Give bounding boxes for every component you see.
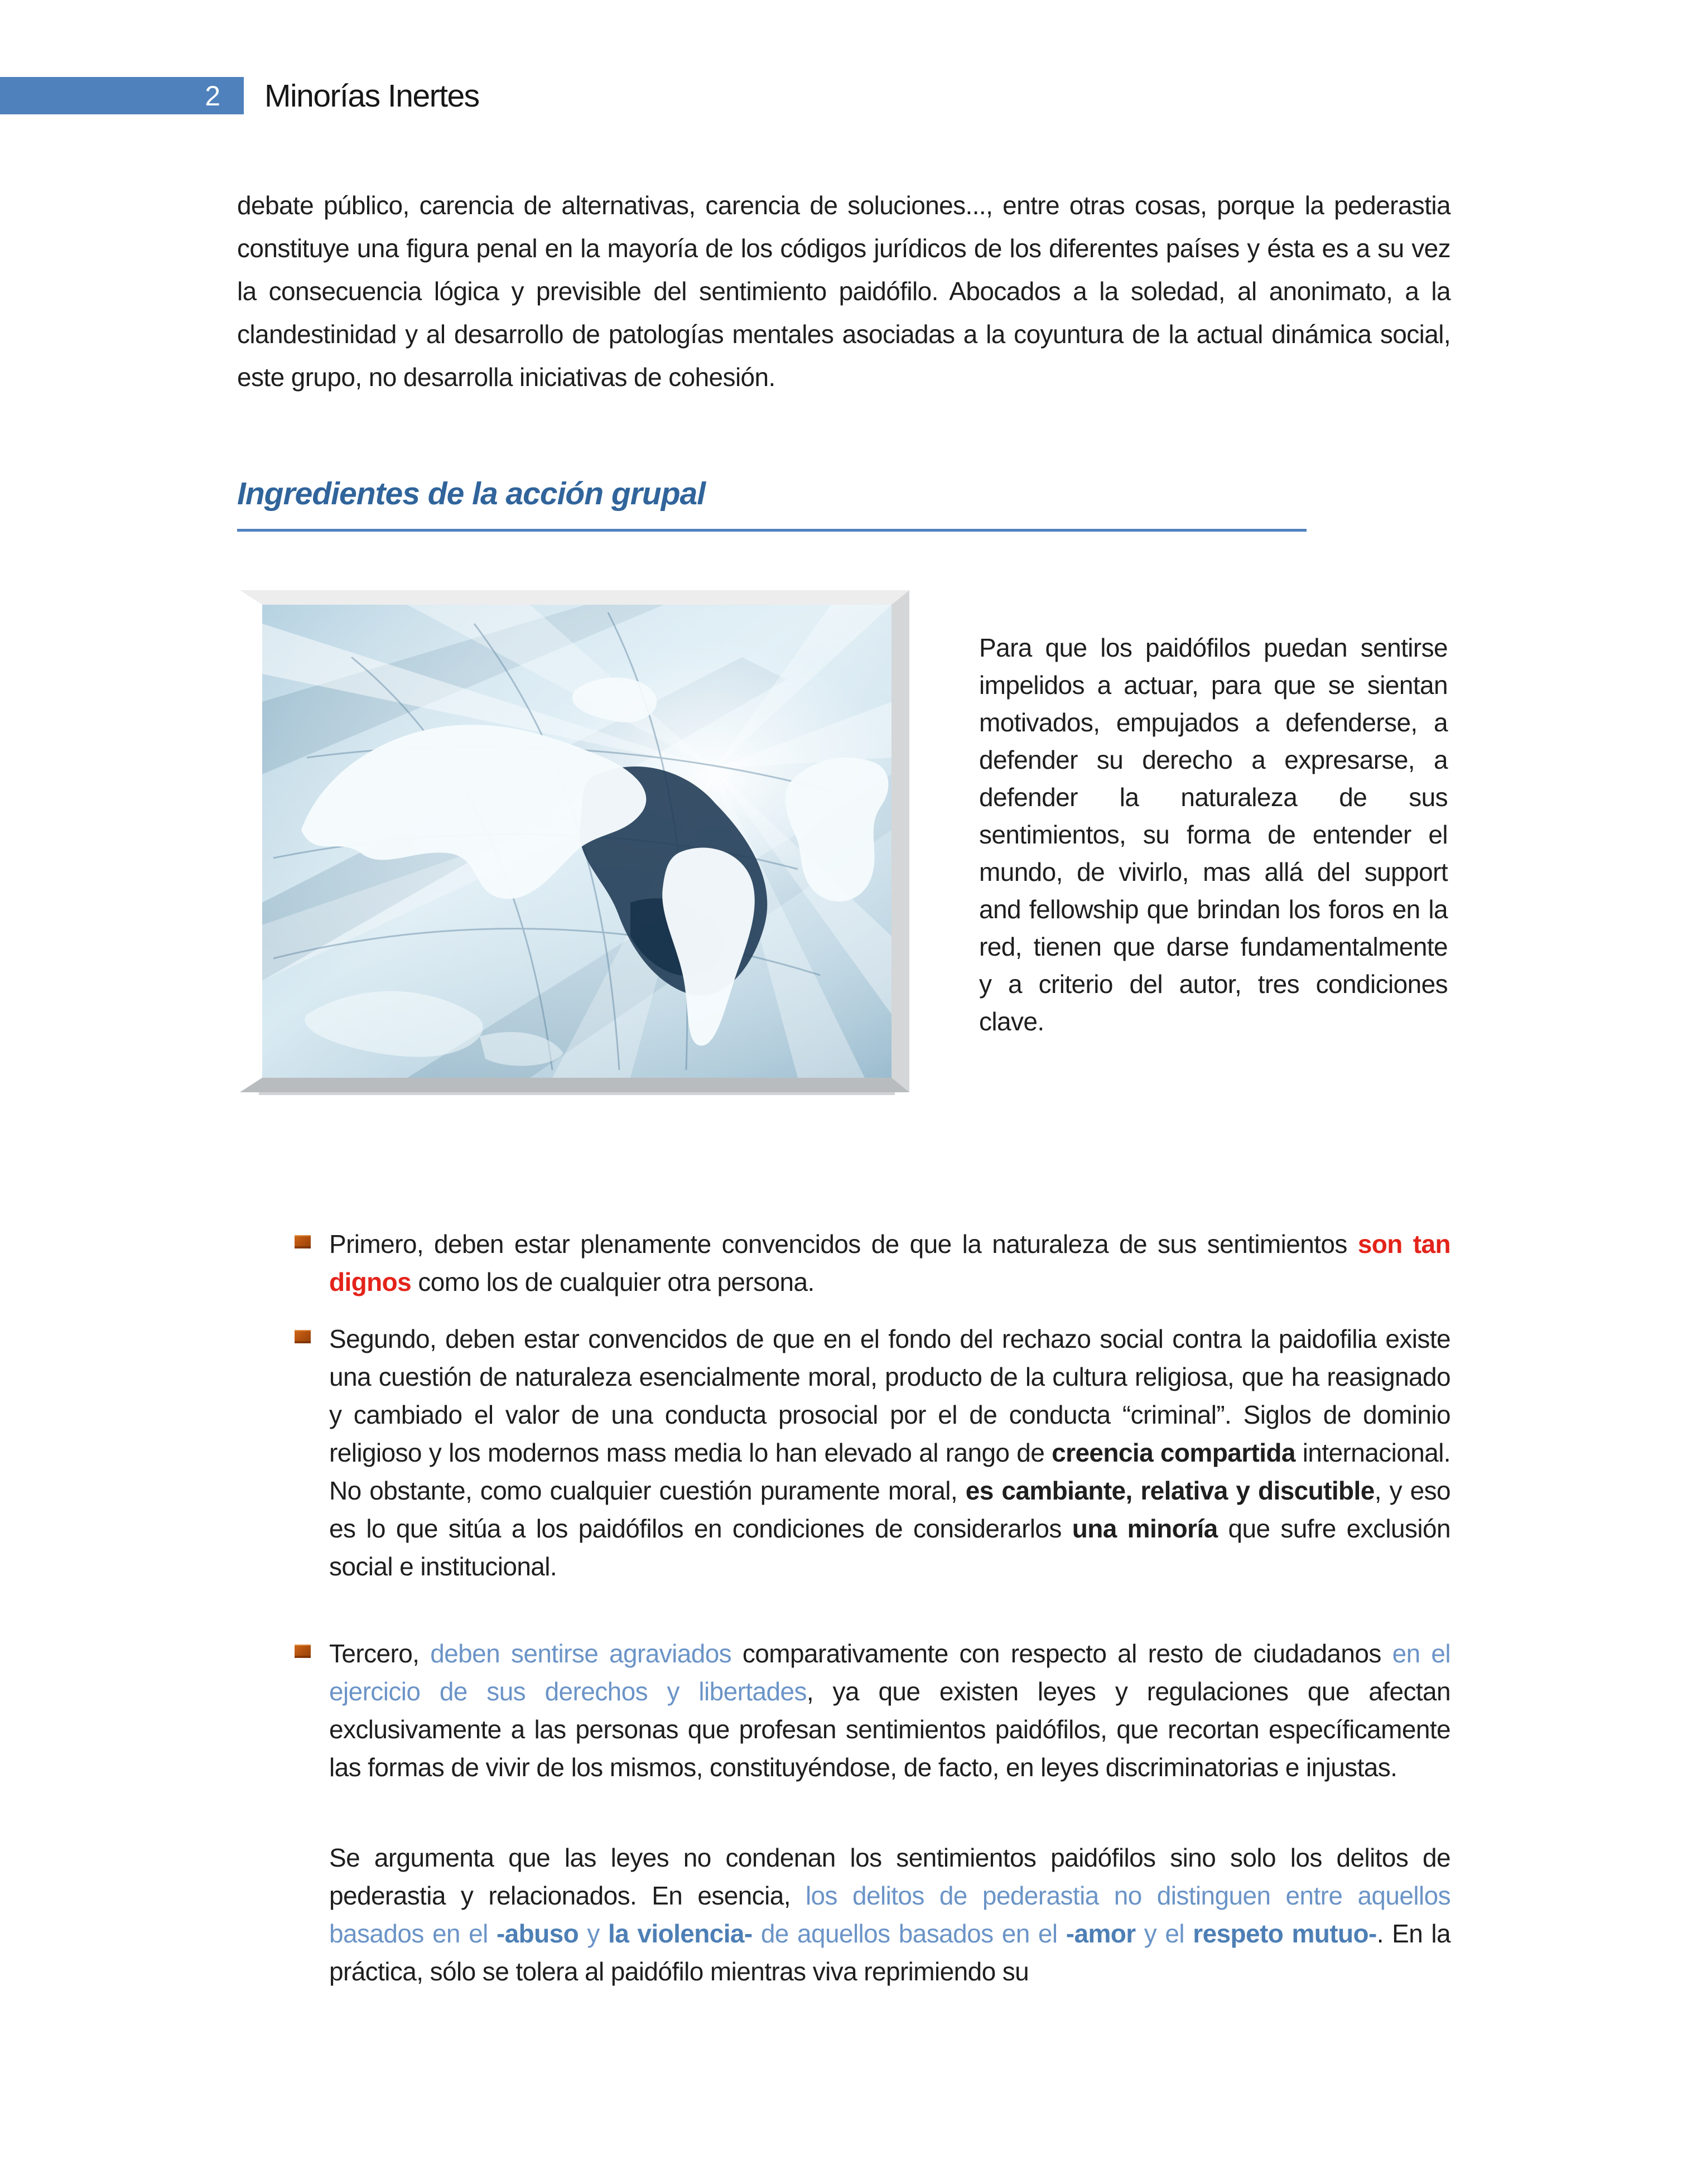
document-title: Minorías Inertes (264, 78, 479, 114)
heading-rule (237, 529, 1307, 532)
intro-paragraph: debate público, carencia de alternativas, carencia de soluciones..., entre otras cosas, porque la pederastia constituye una figura penal en la mayoría de los códigos jurídicos de los diferentes países y ésta es a su vez la consecuencia lógica y previsible del sentimiento paidófilo. Abocados a la soledad, al anonimato, a la clandestinidad y al desarrollo de patologías mentales asociadas a la coyuntura de la actual dinámica social, este grupo, no desarrolla iniciativas de cohesión. (237, 191, 1450, 392)
world-map-image (240, 590, 909, 1099)
text-segment: son tan dignos (329, 1230, 1450, 1296)
bullet-item-primero (290, 1225, 1456, 1301)
text-segment: , y eso es lo que sitúa a los paidófilos en condiciones de considerarlos (329, 1476, 1451, 1543)
section-heading: Ingredientes de la acción grupal (237, 476, 706, 512)
text-segment: Primero, deben estar plenamente convencidos de que la naturaleza de sus sentimientos (329, 1230, 1358, 1259)
text-segment: de aquellos basados en el (752, 1919, 1066, 1948)
text-segment: Tercero, (329, 1639, 431, 1668)
text-segment: creencia compartida (1052, 1438, 1295, 1467)
bullet-text (329, 1635, 1450, 1786)
page-number: 2 (205, 80, 220, 112)
text-segment: y (579, 1919, 609, 1948)
text-segment: en el ejercicio de sus derechos y libertades (329, 1639, 1451, 1706)
text-segment: , ya que existen leyes y regulaciones que afectan exclusivamente a las personas que profesan sentimientos paidófilos, que recortan específicamente las formas de vivir de los mismos, constituyéndose, de facto, en leyes discriminatorias e injustas. (329, 1677, 1451, 1782)
bullet-item-tercero (290, 1635, 1456, 1786)
text-segment: Segundo, deben estar convencidos de que en el fondo del rechazo social contra la paidofilia existe una cuestión de naturaleza esencialmente moral, producto de la cultura religiosa, que ha reasignado y cambiado el valor de una conducta prosocial por el de conducta “criminal”. Siglos de dominio religioso y los modernos mass media lo han elevado al rango de (329, 1324, 1450, 1467)
text-segment: deben sentirse agraviados (430, 1639, 732, 1668)
side-paragraph: Para que los paidófilos puedan sentirse impelidos a actuar, para que se sientan motivados, empujados a defenderse, a defender su derecho a expresarse, a defender la naturaleza de sus sentimientos, su forma de entender el mundo, de vivirlo, mas allá del support and fellowship que brindan los foros en la red, tienen que darse fundamentalmente y a criterio del autor, tres condiciones clave. (979, 633, 1448, 1036)
text-segment: comparativamente con respecto al resto de ciudadanos (731, 1639, 1392, 1668)
closing-paragraph (329, 1839, 1450, 1990)
bullet-item-segundo (290, 1320, 1456, 1585)
text-segment: -amor (1066, 1919, 1136, 1948)
bullet-square-icon (295, 1645, 311, 1658)
text-segment: . En la práctica, sólo se tolera al paidófilo mientras viva reprimiendo su (329, 1919, 1451, 1986)
bullet-square-icon (295, 1235, 311, 1248)
text-segment: como los de cualquier otra persona. (411, 1267, 815, 1296)
text-segment: respeto mutuo- (1193, 1919, 1377, 1948)
text-segment: Se argumenta que las leyes no condenan los sentimientos paidófilos sino solo los delitos de pederastia y relacionados. En esencia, (329, 1843, 1450, 1910)
text-segment: internacional. No obstante, como cualquier cuestión puramente moral, (329, 1438, 1450, 1505)
bullet-text (329, 1320, 1450, 1585)
text-segment: es cambiante, relativa y discutible (965, 1476, 1375, 1505)
text-segment: y el (1135, 1919, 1193, 1948)
text-segment: una minoría (1072, 1514, 1218, 1543)
text-segment: la violencia- (608, 1919, 753, 1948)
bullet-text (329, 1225, 1450, 1301)
bullet-square-icon (295, 1330, 311, 1343)
text-segment: que sufre exclusión social e institucional. (329, 1514, 1450, 1581)
text-segment: -abuso (496, 1919, 579, 1948)
page-number-bar (0, 77, 244, 114)
text-segment: los delitos de pederastia no distinguen entre aquellos basados en el (329, 1881, 1450, 1948)
world-map-graphic (240, 590, 909, 1099)
